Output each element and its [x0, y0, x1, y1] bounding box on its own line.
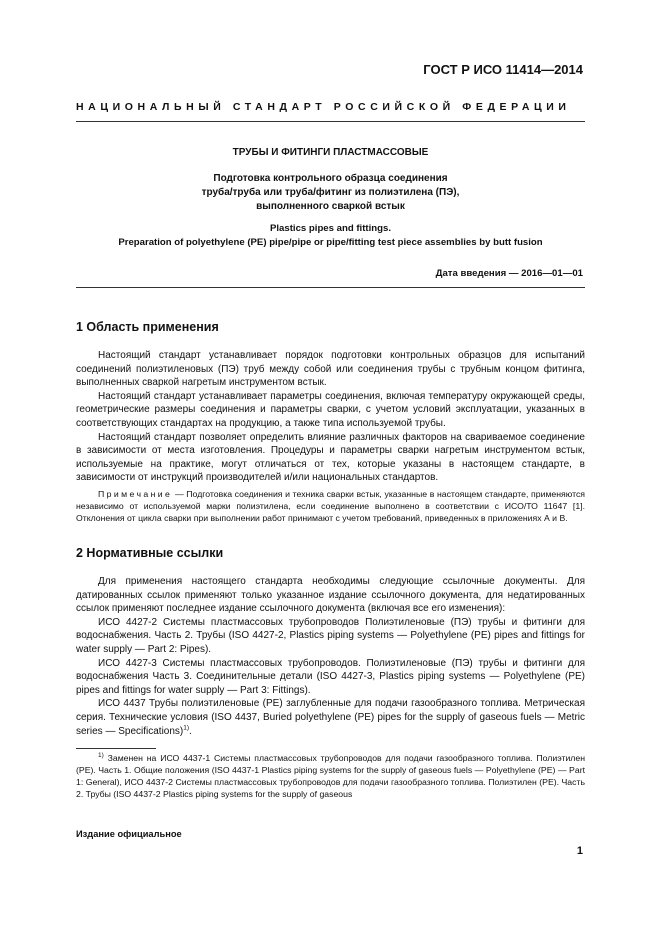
note-label: Примечание	[98, 489, 173, 499]
paragraph: Настоящий стандарт позволяет определить влияние различных факторов на свариваемое соединение в зависимости от места изготовления. Процедуры и параметры сварки нагретым инструментом встык, используемые на практике, могут отличаться от тех, которые указаны в настоящем стандарте, в зависимости от инструкций производителей и/или национальных стандартов.	[76, 431, 585, 484]
subtitle-line: выполненного сваркой встык	[256, 201, 405, 212]
paragraph: Настоящий стандарт устанавливает параметры соединения, включая температуру окружающей среды, геометрические размеры соединения и параметры сварки, с учетом условий эксплуатации, указанных в соответствующих стандартах на продукцию, а также типа используемой трубы.	[76, 390, 585, 429]
document-title: ТРУБЫ И ФИТИНГИ ПЛАСТМАССОВЫЕ	[232, 147, 429, 158]
document-subtitle	[76, 172, 585, 214]
reference-end: .	[189, 725, 192, 737]
section-1-heading: 1 Область применения	[76, 320, 219, 334]
footnote-rule	[76, 748, 156, 749]
paragraph: Для применения настоящего стандарта необходимы следующие ссылочные документы. Для датированных ссылок применяют только указанное издание ссылочного документа, для недатированных ссылок применяют последнее издание ссылочного документа (включая все его изменения):	[76, 576, 585, 615]
footnote-mark: 1)	[98, 752, 104, 760]
edition-label: Издание официальное	[76, 829, 182, 839]
english-title-line: Preparation of polyethylene (PE) pipe/pipe or pipe/fitting test piece assemblies by butt fusion	[118, 237, 543, 248]
note-text: — Подготовка соединения и техника сварки встык, указанные в настоящем стандарте, применяются независимо от используемой марки полиэтилена, если соединение выполнено в соответствии с ИСО/ТО 11647 [1]. Отклонения от цикла сварки при выполнении работ принимают с учетом требований, приведенных в приложениях А и В.	[76, 489, 585, 523]
english-title-line: Plastics pipes and fittings.	[269, 223, 391, 234]
footnote-text: Заменен на ИСО 4437-1 Системы пластмассовых трубопроводов для подачи газообразного топлива. Полиэтилен (PE). Часть 1. Общие положения (ISO 4437-1 Plastics piping systems for the supply of gaseous fuels — Polyethylene (PE) — Part 1: General), ИСО 4437-2 Системы пластмассовых трубопроводов для подачи газообразного топлива. Полиэтилен (PE). Часть 2. Трубы (ISO 4437-2 Plastics piping systems for the supply of gaseous	[76, 753, 585, 799]
header-rule	[76, 121, 585, 122]
introduction-date: Дата введения — 2016—01—01	[435, 268, 583, 279]
footnote-reference: 1)	[183, 724, 190, 732]
page-number: 1	[576, 845, 583, 857]
footnote	[76, 752, 585, 800]
paragraph: Настоящий стандарт устанавливает порядок подготовки контрольных образцов для испытаний соединений полиэтиленовых (ПЭ) труб между собой или соединения трубы с трубным концом фитинга, выполненных сваркой нагретым инструментом встык.	[76, 350, 585, 389]
title-rule	[76, 287, 585, 288]
standard-id: ГОСТ Р ИСО 11414—2014	[423, 62, 583, 77]
paragraph: ИСО 4427-2 Системы пластмассовых трубопроводов Полиэтиленовые (ПЭ) трубы и фитинги для водоснабжения. Часть 2. Трубы (ISO 4427-2, Plastics piping systems — Polyethylene (PE) pipes and fittings for water supply — Part 2: Pipes).	[76, 616, 585, 655]
reference-text: ИСО 4437 Трубы полиэтиленовые (PE) заглубленные для подачи газообразного топлива. Метрическая серия. Технические условия (ISO 4437, Buried polyethylene (PE) pipes for the supply of gaseous fuels — Metric series — Specifications)	[76, 698, 585, 737]
subtitle-line: труба/труба или труба/фитинг из полиэтилена (ПЭ),	[201, 187, 460, 198]
section-1-body	[76, 349, 585, 485]
section-1-note	[76, 489, 585, 524]
paragraph: ИСО 4427-3 Системы пластмассовых трубопроводов. Полиэтиленовые (ПЭ) трубы и фитинги для водоснабжения Часть 3. Соединительные детали (ISO 4427-3, Plastics piping systems — Polyethylene (PE) pipes and fittings for water supply — Part 3: Fittings).	[76, 657, 585, 696]
section-2-heading: 2 Нормативные ссылки	[76, 546, 224, 560]
english-title	[76, 222, 585, 250]
national-standard-banner: НАЦИОНАЛЬНЫЙ СТАНДАРТ РОССИЙСКОЙ ФЕДЕРАЦИИ	[76, 101, 571, 113]
paragraph	[76, 697, 585, 738]
subtitle-line: Подготовка контрольного образца соединения	[213, 173, 448, 184]
section-2-body	[76, 575, 585, 738]
